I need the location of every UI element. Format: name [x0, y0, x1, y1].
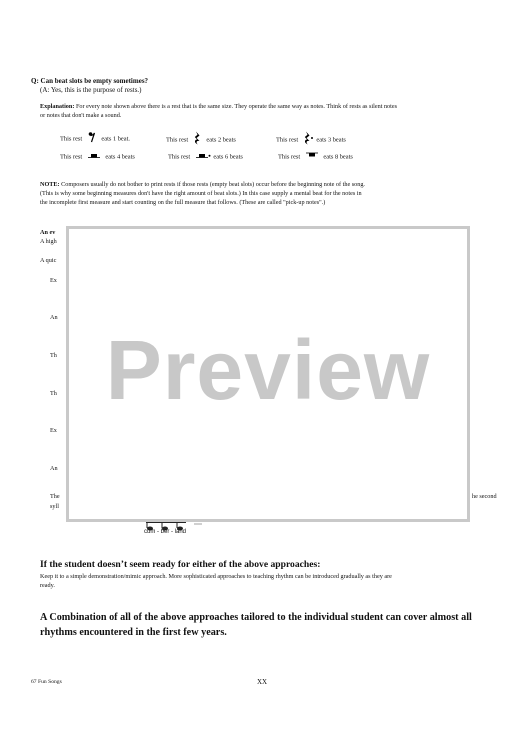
- rest-suffix: eats 2 beats: [206, 136, 236, 144]
- partial-text: A quic: [40, 257, 57, 264]
- rest-prefix: This rest: [166, 136, 189, 144]
- partial-text: The: [50, 493, 60, 500]
- note-label: NOTE:: [40, 181, 60, 188]
- partial-text: Th: [50, 352, 57, 359]
- rest-suffix: eats 3 beats: [316, 136, 346, 144]
- rest-prefix: This rest: [278, 153, 301, 161]
- rest-prefix: This rest: [60, 135, 83, 143]
- student-line-2: ready.: [40, 582, 55, 589]
- partial-text: Ex: [50, 427, 57, 434]
- dotted-half-rest-icon: [196, 151, 211, 163]
- explanation-text-1: For every note shown above there is a rest that is the same size. They operate the same way as notes. Think of rests as silent notes: [74, 103, 398, 110]
- partial-text: An ev: [40, 229, 56, 236]
- student-line-1: Keep it to a simple demonstration/mimic approach. More sophisticated approaches to teaching rhythm can be introduced gradually as they are: [40, 573, 392, 580]
- explanation-line-2: or notes that don't make a sound.: [40, 112, 122, 119]
- note-line-2: (This is why some beginning measures don't have the right amount of beat slots.) In this case supply a mental beat for the notes in: [40, 190, 362, 197]
- partial-text: Th: [50, 390, 57, 397]
- quarter-rest-icon: [194, 131, 201, 149]
- note-line-3: the incomplete first measure and start counting on the full measure that follows. (These are called "pick-up notes".): [40, 199, 326, 206]
- rest-suffix: eats 4 beats: [105, 153, 135, 161]
- partial-text: he second: [472, 493, 497, 500]
- footer-book-title: 67 Fun Songs: [31, 679, 62, 685]
- rest-item: [60, 151, 135, 163]
- note-line-1: [40, 180, 365, 189]
- rest-prefix: This rest: [60, 153, 83, 161]
- half-rest-icon: [88, 151, 100, 163]
- note-text-1: Composers usually do not bother to print rests if those rests (empty beat slots) occur before the beginning note of the song.: [59, 181, 365, 188]
- question-heading: Q: Can beat slots be empty sometimes?: [31, 77, 149, 85]
- rest-item: [276, 131, 346, 149]
- preview-overlay: [66, 226, 470, 522]
- preview-watermark: Preview: [105, 323, 431, 417]
- partial-text: A high: [40, 238, 57, 245]
- rest-item: [60, 131, 130, 147]
- rest-suffix: eats 1 beat.: [101, 135, 130, 143]
- rest-prefix: This rest: [168, 153, 191, 161]
- rest-item: [278, 151, 353, 163]
- whole-rest-icon: [306, 151, 318, 163]
- partial-text: An: [50, 314, 58, 321]
- rest-suffix: eats 6 beats: [213, 153, 243, 161]
- combination-line-1: A Combination of all of the above approaches tailored to the individual student can cover almost all: [40, 612, 472, 623]
- partial-text: syll: [50, 503, 59, 510]
- combination-line-2: rhythms encountered in the first few years.: [40, 627, 227, 638]
- rest-item: [168, 151, 243, 163]
- student-heading: If the student doesn’t seem ready for either of the above approaches:: [40, 559, 321, 570]
- dotted-quarter-rest-icon: [304, 131, 314, 149]
- footer-page-number: XX: [257, 678, 268, 686]
- partial-text: An: [50, 465, 58, 472]
- rest-prefix: This rest: [276, 136, 299, 144]
- syllable-text: cum - ber - land: [144, 529, 187, 535]
- explanation-label: Explanation:: [40, 103, 75, 110]
- eighth-rest-icon: [88, 131, 96, 147]
- question-answer: (A: Yes, this is the purpose of rests.): [40, 86, 142, 94]
- explanation-line-1: [40, 102, 510, 111]
- partial-text: Ex: [50, 277, 57, 284]
- rest-item: [166, 131, 236, 149]
- rest-suffix: eats 8 beats: [323, 153, 353, 161]
